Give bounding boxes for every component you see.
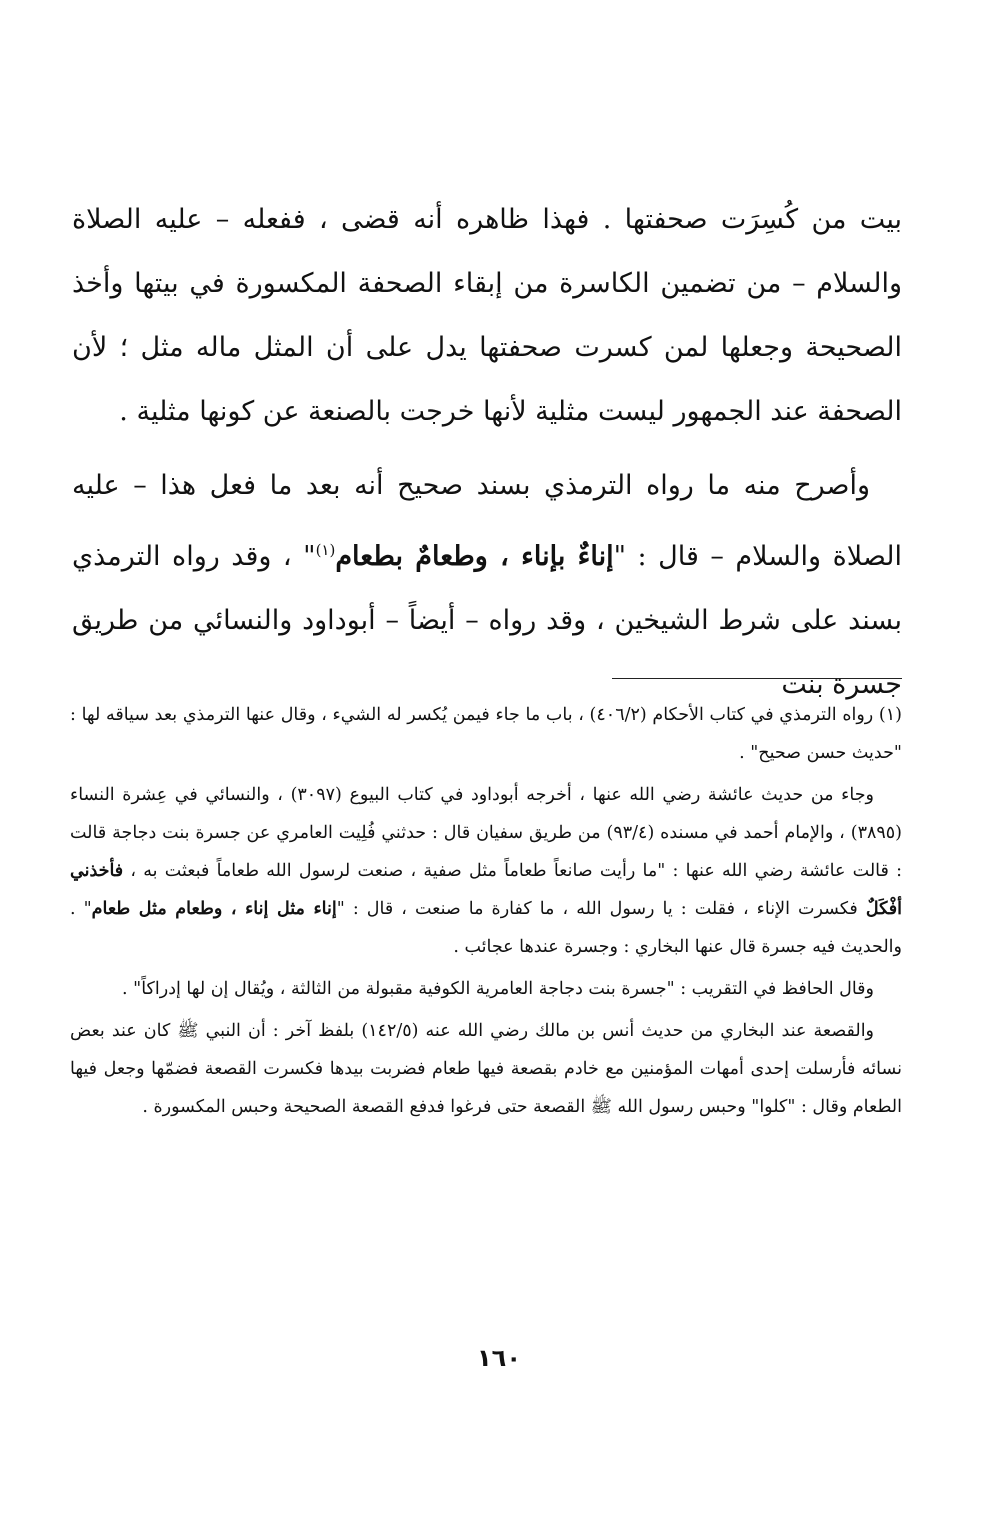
main-text (72, 188, 902, 717)
footnote-3: وقال الحافظ في التقريب : "جسرة بنت دجاجة العامرية الكوفية مقبولة من الثالثة ، ويُقال إن لها إدراكاً" . (122, 979, 874, 999)
footnote-2-part-1: وجاء من حديث عائشة رضي الله عنها ، أخرجه أبوداود في كتاب البيوع (٣٠٩٧) ، والنسائي في عِشرة النساء (٣٨٩٥) ، والإمام أحمد في مسنده (٩٣/٤) من طريق سفيان قال : حدثني فُلِيت العامري عن جسرة بنت دجاجة قالت : قالت عائشة رضي الله عنها : "ما رأيت صانعاً طعاماً مثل صفية ، صنعت لرسول الله طعاماً فبعثت به ، (70, 785, 902, 881)
footnote-1: (١) رواه الترمذي في كتاب الأحكام (٤٠٦/٢) ، باب ما جاء فيمن يُكسر له الشيء ، وقال عنها الترمذي بعد سياقه لها : "حديث حسن صحيح" . (70, 705, 902, 763)
page-number: ١٦٠ (477, 1344, 521, 1372)
footnote-2-part-3: " . والحديث فيه جسرة قال عنها البخاري : وجسرة عندها عجائب . (70, 899, 902, 957)
paragraph-2-after: " ، وقد رواه الترمذي بسند على شرط الشيخين ، وقد رواه – أيضاً – أبوداود والنسائي من طريق جسرة بنت (72, 541, 902, 700)
footnote-2 (70, 776, 902, 966)
footnote-ref-1: (١) (315, 541, 336, 559)
footnote-2-bold-2: إناء مثل إناء ، وطعام مثل طعام (91, 899, 337, 919)
footnote-separator (612, 678, 902, 679)
hadith-quote: إناءٌ بإناء ، وطعامٌ بطعام (335, 541, 614, 572)
footnote-2-part-2: فكسرت الإناء ، فقلت : يا رسول الله ، ما كفارة ما صنعت ، قال : " (336, 899, 866, 919)
footnote-2-bold-1: فأخذني أفْكَلٌ (70, 861, 902, 919)
footnote-4: والقصعة عند البخاري من حديث أنس بن مالك رضي الله عنه (١٤٢/٥) بلفظ آخر : أن النبي ﷺ كان عند بعض نسائه فأرسلت إحدى أمهات المؤمنين مع خادم بقصعة فيها طعام فضربت بيدها فكسرت القصعة فضمّها وجعل فيها الطعام وقال : "كلوا" وحبس رسول الله ﷺ القصعة حتى فرغوا فدفع القصعة الصحيحة وحبس المكسورة . (70, 1021, 902, 1117)
paragraph-1: بيت من كُسِرَت صحفتها . فهذا ظاهره أنه قضى ، ففعله – عليه الصلاة والسلام – من تضمين الكاسرة من إبقاء الصحفة المكسورة في بيتها وأخذ الصحيحة وجعلها لمن كسرت صحفتها يدل على أن المثل ماله مثل ؛ لأن الصحفة عند الجمهور ليست مثلية لأنها خرجت بالصنعة عن كونها مثلية . (72, 204, 902, 427)
paragraph-2-before: وأصرح منه ما رواه الترمذي بسند صحيح أنه بعد ما فعل هذا – عليه الصلاة والسلام – قال : " (72, 470, 902, 572)
footnotes (70, 696, 902, 1130)
